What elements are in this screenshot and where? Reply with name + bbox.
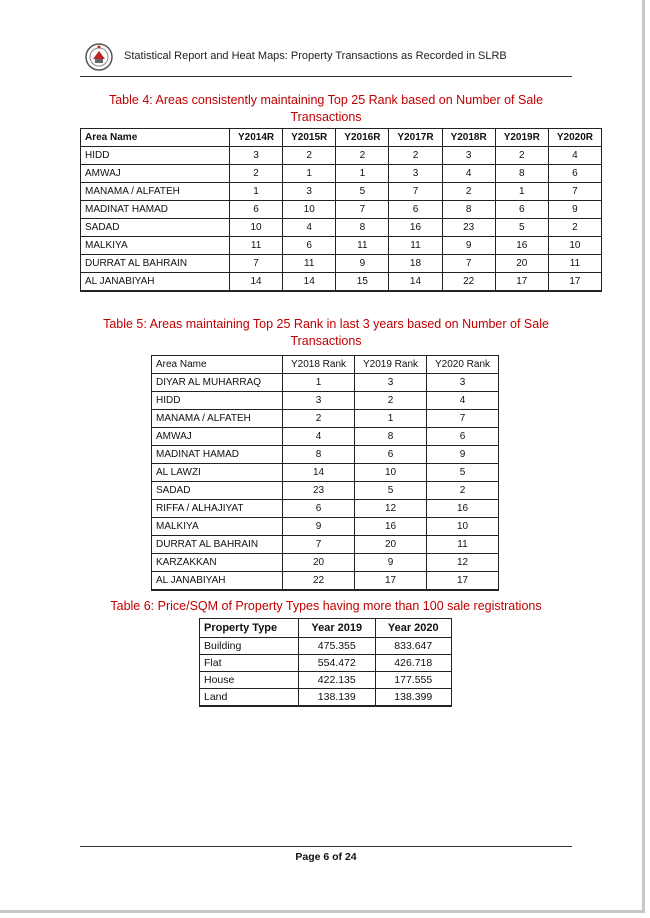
table6-row-label: Land: [200, 689, 299, 707]
table4-cell: 5: [336, 183, 389, 201]
table4-col-header: Y2016R: [336, 129, 389, 147]
table5-row-label: SADAD: [152, 482, 283, 500]
table4-cell: 3: [283, 183, 336, 201]
table4-row: [81, 183, 602, 201]
table5-cell: 2: [283, 410, 355, 428]
table6: [199, 618, 452, 707]
table4-header-row: [81, 129, 602, 147]
table4-cell: 20: [495, 255, 548, 273]
table5-cell: 16: [355, 518, 427, 536]
table4-row-label: MALKIYA: [81, 237, 230, 255]
table4-cell: 4: [442, 165, 495, 183]
table5-row-label: RIFFA / ALHAJIYAT: [152, 500, 283, 518]
table4-cell: 16: [495, 237, 548, 255]
table4-cell: 11: [389, 237, 442, 255]
table5-cell: 10: [355, 464, 427, 482]
table4-cell: 10: [548, 237, 601, 255]
table6-cell: 138.399: [375, 689, 452, 707]
table4-cell: 2: [548, 219, 601, 237]
table4-row: [81, 201, 602, 219]
table5-cell: 8: [283, 446, 355, 464]
table6-row: [200, 638, 452, 655]
table5-cell: 23: [283, 482, 355, 500]
table5-cell: 22: [283, 572, 355, 591]
table5-row: [152, 374, 499, 392]
table6-col-header: Year 2019: [299, 619, 376, 638]
table4-cell: 15: [336, 273, 389, 292]
table4-col-header: Y2020R: [548, 129, 601, 147]
table5-row: [152, 392, 499, 410]
table6-row: [200, 672, 452, 689]
table5-row-label: MADINAT HAMAD: [152, 446, 283, 464]
table4-cell: 7: [548, 183, 601, 201]
table5-row-label: AL JANABIYAH: [152, 572, 283, 591]
table4-row: [81, 237, 602, 255]
table5-cell: 17: [427, 572, 499, 591]
table6-cell: 177.555: [375, 672, 452, 689]
table4-cell: 2: [389, 147, 442, 165]
table5-cell: 3: [355, 374, 427, 392]
table5-cell: 8: [355, 428, 427, 446]
table5-cell: 9: [355, 554, 427, 572]
table5-cell: 9: [283, 518, 355, 536]
table4-row-label: HIDD: [81, 147, 230, 165]
table5-row-label: MALKIYA: [152, 518, 283, 536]
table4-cell: 11: [336, 237, 389, 255]
table5-cell: 9: [427, 446, 499, 464]
table4-cell: 3: [389, 165, 442, 183]
table5-cell: 20: [283, 554, 355, 572]
table4-cell: 2: [442, 183, 495, 201]
table4-row-label: MADINAT HAMAD: [81, 201, 230, 219]
table5-cell: 7: [283, 536, 355, 554]
table5-cell: 16: [427, 500, 499, 518]
table4-cell: 17: [495, 273, 548, 292]
table4-cell: 9: [336, 255, 389, 273]
table6-cell: 138.139: [299, 689, 376, 707]
table4-caption-line1: Table 4: Areas consistently maintaining Top 25 Rank based on Number of Sale: [108, 93, 544, 107]
table6-col-header: Year 2020: [375, 619, 452, 638]
table4-cell: 6: [230, 201, 283, 219]
table5-cell: 5: [427, 464, 499, 482]
table4-cell: 11: [548, 255, 601, 273]
table5-caption-line1: Table 5: Areas maintaining Top 25 Rank in last 3 years based on Number of Sale: [103, 317, 549, 331]
table4-row: [81, 219, 602, 237]
slrb-emblem-icon: [84, 42, 114, 72]
table4-row: [81, 147, 602, 165]
table4-cell: 8: [495, 165, 548, 183]
table5-caption-line2: Transactions: [290, 334, 362, 348]
table4-row-label: AMWAJ: [81, 165, 230, 183]
table4-col-header: Area Name: [81, 129, 230, 147]
table4-cell: 4: [548, 147, 601, 165]
table4-cell: 17: [548, 273, 601, 292]
table5-row-label: HIDD: [152, 392, 283, 410]
table4-cell: 14: [389, 273, 442, 292]
table5-cell: 2: [355, 392, 427, 410]
table5-caption: [80, 316, 572, 350]
table4-cell: 14: [230, 273, 283, 292]
table5-cell: 6: [283, 500, 355, 518]
table4-cell: 1: [230, 183, 283, 201]
table5-cell: 12: [427, 554, 499, 572]
header-title: Statistical Report and Heat Maps: Property Transactions as Recorded in SLRB: [124, 50, 507, 62]
table4-cell: 2: [495, 147, 548, 165]
table6-cell: 475.355: [299, 638, 376, 655]
table5-cell: 14: [283, 464, 355, 482]
table6-cell: 554.472: [299, 655, 376, 672]
table4-cell: 1: [336, 165, 389, 183]
table5: [151, 355, 499, 591]
table5-cell: 2: [427, 482, 499, 500]
table5-row: [152, 572, 499, 591]
table6-cell: 422.135: [299, 672, 376, 689]
table4-cell: 18: [389, 255, 442, 273]
table4-cell: 9: [442, 237, 495, 255]
table4-cell: 8: [442, 201, 495, 219]
table4-caption-line2: Transactions: [290, 110, 362, 124]
table5-cell: 6: [355, 446, 427, 464]
table5-cell: 3: [283, 392, 355, 410]
table5-cell: 11: [427, 536, 499, 554]
table5-header-row: [152, 356, 499, 374]
table4-cell: 16: [389, 219, 442, 237]
table5-cell: 3: [427, 374, 499, 392]
table5-row-label: KARZAKKAN: [152, 554, 283, 572]
table4-col-header: Y2015R: [283, 129, 336, 147]
table5-cell: 4: [283, 428, 355, 446]
table6-col-header: Property Type: [200, 619, 299, 638]
table4-row: [81, 273, 602, 292]
table4-cell: 23: [442, 219, 495, 237]
table5-row: [152, 536, 499, 554]
table5-cell: 10: [427, 518, 499, 536]
table5-cell: 5: [355, 482, 427, 500]
table5-col-header: Area Name: [152, 356, 283, 374]
table5-row: [152, 464, 499, 482]
table4-cell: 3: [442, 147, 495, 165]
page-footer: [80, 846, 572, 863]
table4-cell: 4: [283, 219, 336, 237]
table5-cell: 1: [283, 374, 355, 392]
table4-cell: 9: [548, 201, 601, 219]
table6-row-label: Flat: [200, 655, 299, 672]
page-number: Page 6 of 24: [295, 851, 357, 863]
table5-row: [152, 446, 499, 464]
table4-row: [81, 255, 602, 273]
table4-caption: [80, 92, 572, 126]
table4-cell: 5: [495, 219, 548, 237]
table4-col-header: Y2019R: [495, 129, 548, 147]
table4-row-label: AL JANABIYAH: [81, 273, 230, 292]
table4-cell: 1: [495, 183, 548, 201]
table5-row: [152, 410, 499, 428]
table5-cell: 4: [427, 392, 499, 410]
table4-cell: 14: [283, 273, 336, 292]
table5-row-label: MANAMA / ALFATEH: [152, 410, 283, 428]
table5-col-header: Y2018 Rank: [283, 356, 355, 374]
table4-cell: 3: [230, 147, 283, 165]
table6-caption: Table 6: Price/SQM of Property Types having more than 100 sale registrations: [110, 599, 542, 613]
table4-cell: 7: [442, 255, 495, 273]
table5-row-label: DIYAR AL MUHARRAQ: [152, 374, 283, 392]
table4-cell: 11: [230, 237, 283, 255]
table5-row: [152, 518, 499, 536]
table4-col-header: Y2018R: [442, 129, 495, 147]
table4-cell: 2: [283, 147, 336, 165]
table4-col-header: Y2017R: [389, 129, 442, 147]
table4-row-label: MANAMA / ALFATEH: [81, 183, 230, 201]
table5-row: [152, 500, 499, 518]
table6-row-label: Building: [200, 638, 299, 655]
table4: [80, 128, 602, 292]
table5-cell: 1: [355, 410, 427, 428]
table5-row: [152, 482, 499, 500]
table4-cell: 2: [336, 147, 389, 165]
table4-col-header: Y2014R: [230, 129, 283, 147]
table5-row-label: DURRAT AL BAHRAIN: [152, 536, 283, 554]
table4-cell: 7: [230, 255, 283, 273]
table4-cell: 10: [230, 219, 283, 237]
table4-cell: 22: [442, 273, 495, 292]
table4-cell: 6: [548, 165, 601, 183]
table4-cell: 10: [283, 201, 336, 219]
table4-cell: 6: [283, 237, 336, 255]
table6-row: [200, 689, 452, 707]
table5-row: [152, 554, 499, 572]
table4-cell: 8: [336, 219, 389, 237]
table4-row-label: SADAD: [81, 219, 230, 237]
table6-row: [200, 655, 452, 672]
table5-col-header: Y2019 Rank: [355, 356, 427, 374]
table4-cell: 7: [336, 201, 389, 219]
table6-cell: 426.718: [375, 655, 452, 672]
table5-cell: 6: [427, 428, 499, 446]
table5-row-label: AL LAWZI: [152, 464, 283, 482]
table4-cell: 2: [230, 165, 283, 183]
table4-row-label: DURRAT AL BAHRAIN: [81, 255, 230, 273]
table4-row: [81, 165, 602, 183]
table5-row-label: AMWAJ: [152, 428, 283, 446]
table4-cell: 6: [389, 201, 442, 219]
table5-row: [152, 428, 499, 446]
table6-header-row: [200, 619, 452, 638]
table5-col-header: Y2020 Rank: [427, 356, 499, 374]
table5-cell: 7: [427, 410, 499, 428]
table4-cell: 1: [283, 165, 336, 183]
page-header: [80, 40, 572, 77]
table4-cell: 6: [495, 201, 548, 219]
table6-row-label: House: [200, 672, 299, 689]
table4-cell: 11: [283, 255, 336, 273]
table5-cell: 12: [355, 500, 427, 518]
table4-cell: 7: [389, 183, 442, 201]
table5-cell: 17: [355, 572, 427, 591]
table5-cell: 20: [355, 536, 427, 554]
table6-cell: 833.647: [375, 638, 452, 655]
